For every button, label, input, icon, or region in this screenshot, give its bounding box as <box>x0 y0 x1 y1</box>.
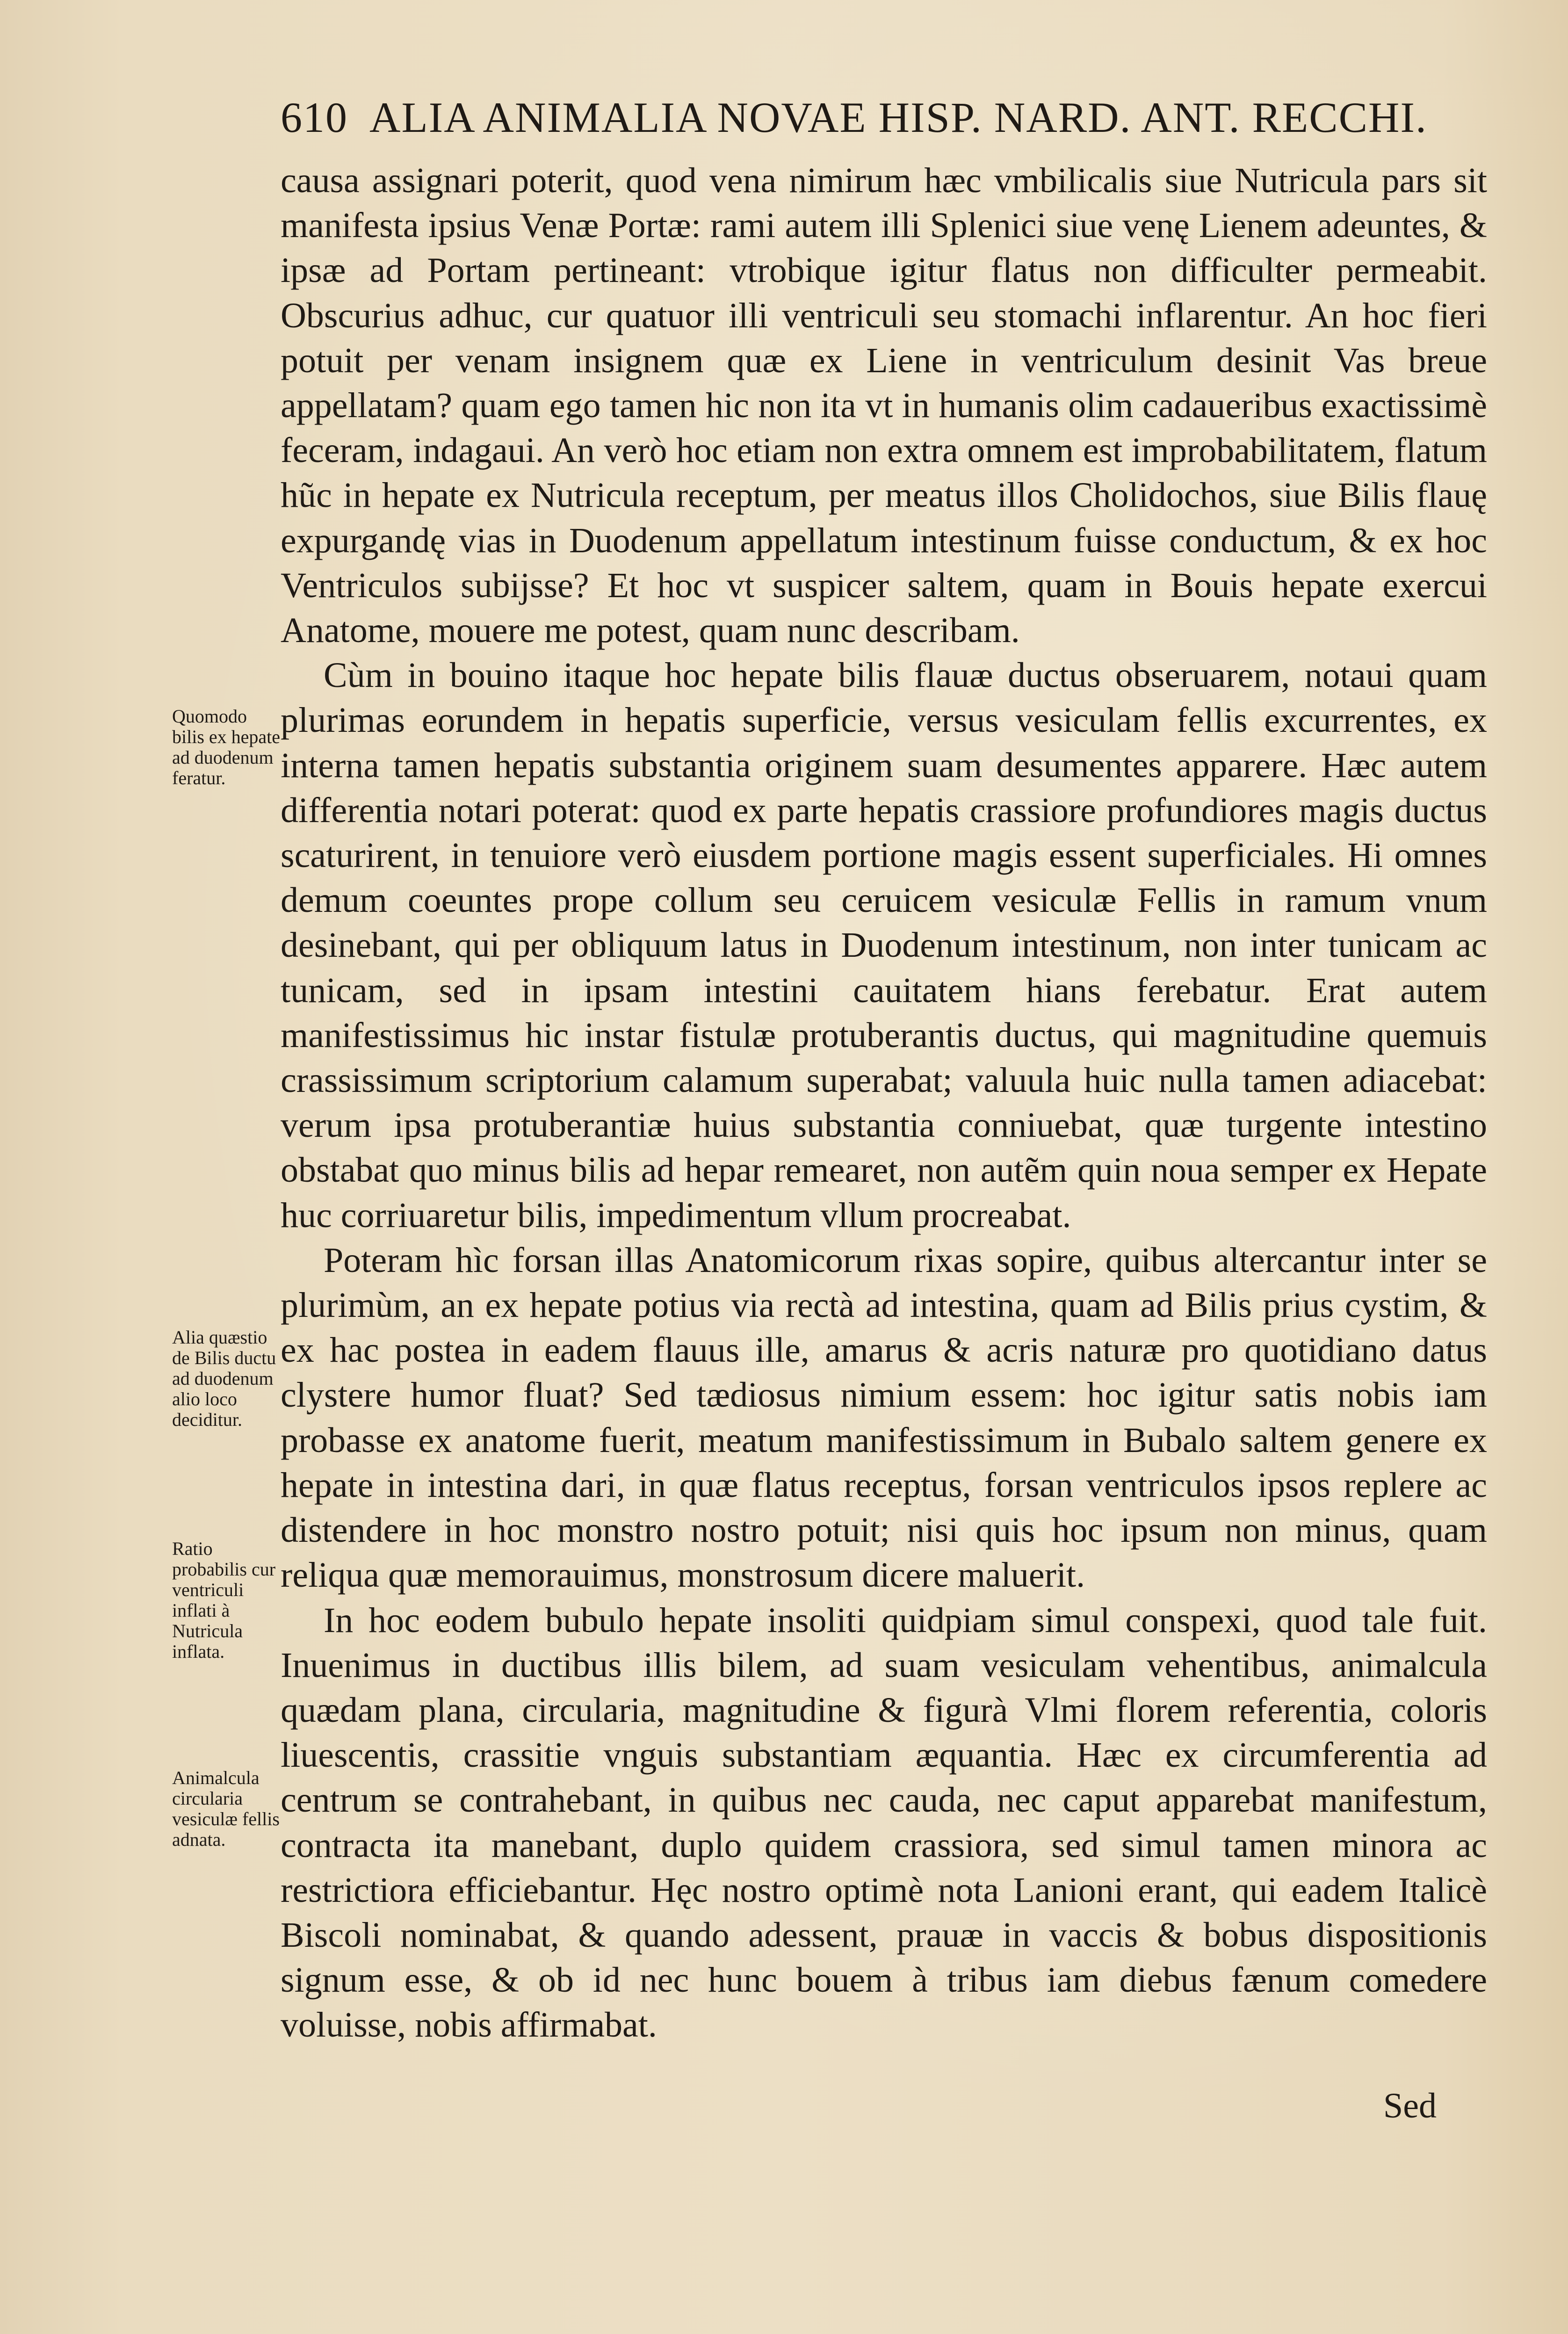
page-number: 610 <box>281 94 348 141</box>
catchword: Sed <box>1383 2086 1437 2125</box>
margin-note-inflated-ventricles: Ratio probabilis cur ventriculi inflati à Nutricula inflata. <box>172 1538 276 1662</box>
main-text <box>281 158 1487 2048</box>
running-title: ALIA ANIMALIA NOVAE HISP. NARD. ANT. RECCHI. <box>369 94 1428 141</box>
paragraph-bile-ducts: Cùm in bouino itaque hoc hepate bilis flauæ ductus obseruarem, notaui quam plurimas eorundem in hepatis superficie, versus vesiculam fellis excurrentes, ex interna tamen hepatis substantia originem suam desumentes apparere. Hæc autem differentia notari poterat: quod ex parte hepatis crassiore profundiores magis ductus scaturirent, in tenuiore verò eiusdem portione magis essent superficiales. Hi omnes demum coeuntes prope collum seu ceruicem vesiculæ Fellis in ramum vnum desinebant, qui per obliquum latus in Duodenum intestinum, non inter tunicam ac tunicam, sed in ipsam intestini cauitatem hians ferebatur. Erat autem manifestissimus hic instar fistulæ protuberantis ductus, qui magnitudine quemuis crassissimum scriptorium calamum superabat; valuula huic nulla tamen adiacebat: verum ipsa protuberantiæ huius substantia conniuebat, quæ turgente intestino obstabat quo minus bilis ad hepar remearet, non autẽm quin noua semper ex Hepate huc corriuaretur bilis, impedimentum vllum procreabat. <box>281 656 1487 1235</box>
paragraph-anatomists-dispute: Poteram hìc forsan illas Anatomicorum rixas sopire, quibus altercantur inter se plurimùm, an ex hepate potius via rectà ad intestina, quam ad Bilis prius cystim, & ex hac postea in eadem flauus ille, amarus & acris naturæ pro quotidiano datus clystere humor fluat? Sed tædiosus nimium essem: hoc igitur satis nobis iam probasse ex anatome fuerit, meatum manifestissimum in Bubalo saltem genere ex hepate in intestina dari, in quæ flatus receptus, forsan ventriculos ipsos replere ac distendere in hoc monstro nostro potuit; nisi quis hoc ipsum non minus, quam reliqua quæ memorauimus, monstrosum dicere maluerit. <box>281 1240 1487 1595</box>
paragraph-animalcula: In hoc eodem bubulo hepate insoliti quidpiam simul conspexi, quod tale fuit. Inuenimus in ductibus illis bilem, ad suam vesiculam vehentibus, animalcula quædam plana, circularia, magnitudine & figurà Vlmi florem referentia, coloris liuescentis, crassitie vnguis substantiam æquantia. Hæc ex circumferentia ad centrum se contrahebant, in quibus nec cauda, nec caput apparebat manifestum, contracta ita manebant, duplo quidem crassiora, sed simul tamen minora ac restrictiora efficiebantur. Hęc nostro optimè nota Lanioni erant, qui eadem Italicè Biscoli nominabat, & quando adessent, prauæ in vaccis & bobus dispositionis signum esse, & ob id nec hunc bouem à tribus iam diebus fænum comedere voluisse, nobis affirmabat. <box>281 1600 1487 2045</box>
page-header <box>281 93 1459 142</box>
margin-note-animalcula: Animalcula circularia vesiculæ fellis adnata. <box>172 1767 280 1850</box>
margin-note-bile-route: Quomodo bilis ex hepate ad duodenum feratur. <box>172 706 281 788</box>
paragraph-continuation: causa assignari poterit, quod vena nimirum hæc vmbilicalis siue Nutricula pars sit manifesta ipsius Venæ Portæ: rami autem illi Splenici siue venę Lienem adeuntes, & ipsæ ad Portam pertineant: vtrobique igitur flatus non difficulter permeabit. Obscurius adhuc, cur quatuor illi ventriculi seu stomachi inflarentur. An hoc fieri potuit per venam insignem quæ ex Liene in ventriculum desinit Vas breue appellatam? quam ego tamen hic non ita vt in humanis olim cadaueribus exactissimè feceram, indagaui. An verò hoc etiam non extra omnem est improbabilitatem, flatum hũc in hepate ex Nutricula receptum, per meatus illos Cholidochos, siue Bilis flauę expurgandę vias in Duodenum appellatum intestinum fuisse conductum, & ex hoc Ventriculos subijsse? Et hoc vt suspicer saltem, quam in Bouis hepate exercui Anatome, mouere me potest, quam nunc describam. <box>281 161 1487 650</box>
margin-note-bile-duct-question: Alia quæstio de Bilis ductu ad duodenum alio loco deciditur. <box>172 1327 276 1430</box>
